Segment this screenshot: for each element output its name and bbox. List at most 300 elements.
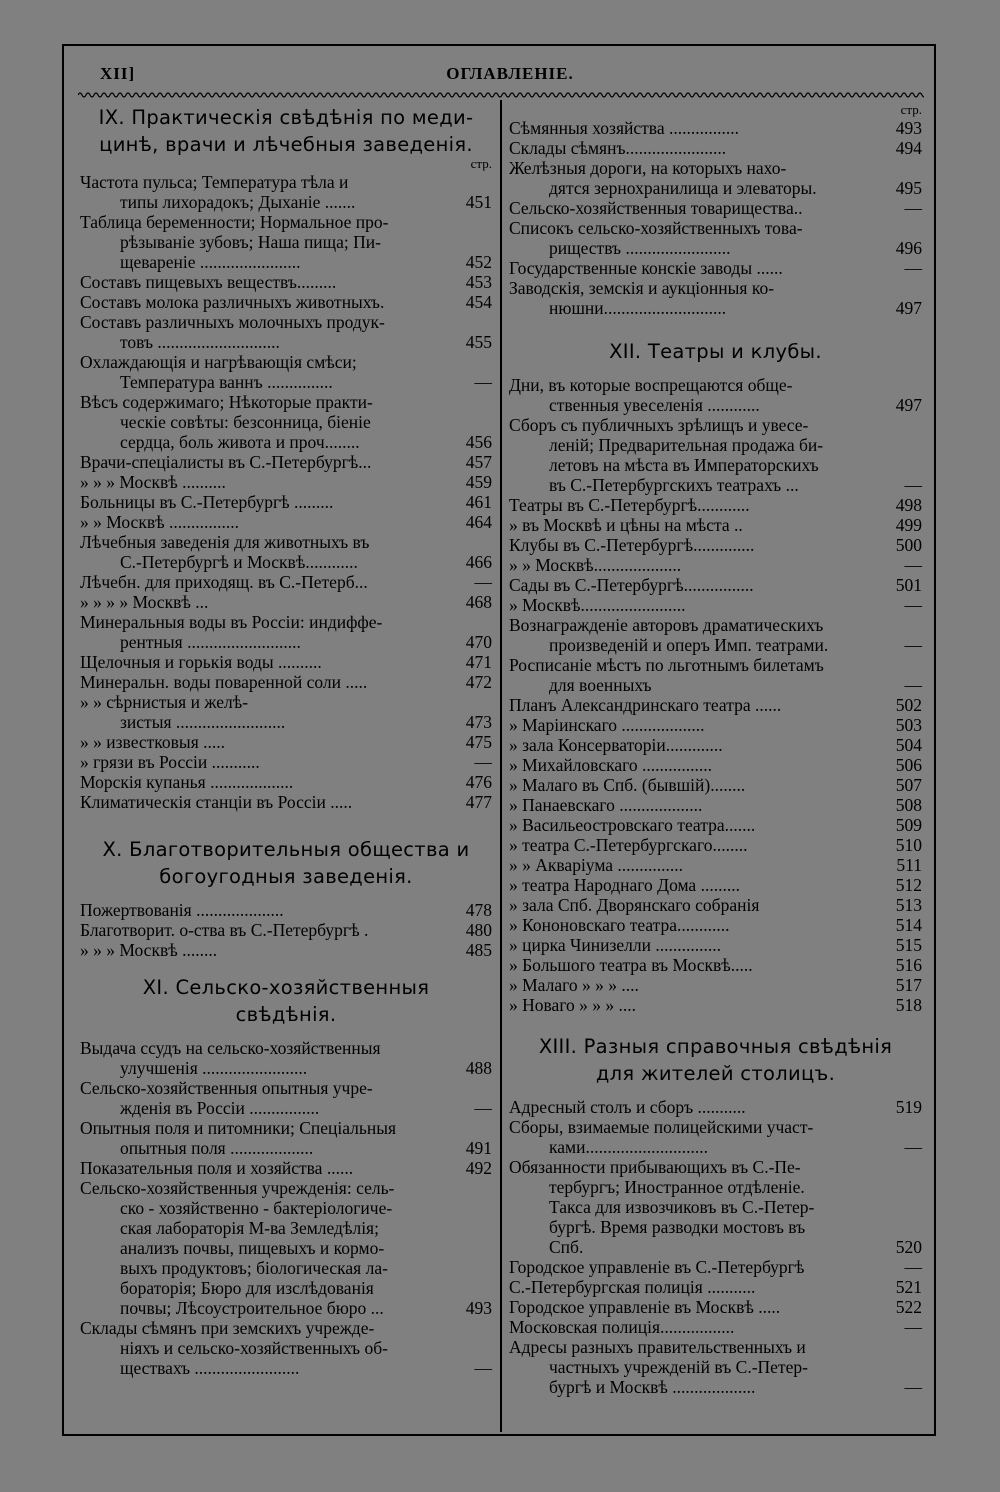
entry-text — [80, 272, 446, 292]
entry-text — [509, 855, 876, 875]
entry-text — [509, 138, 876, 158]
entry-line: нюшни............................ — [549, 298, 727, 318]
entry-text — [80, 572, 446, 592]
entry-page-number: 502 — [895, 695, 922, 715]
entry-page-number: 510 — [895, 835, 922, 855]
toc-entry — [80, 1078, 492, 1118]
entry-line: Показательныя поля и хозяйства ...... — [80, 1158, 354, 1178]
entry-text — [80, 672, 446, 692]
entry-text — [80, 532, 446, 572]
toc-section — [80, 104, 492, 812]
entry-line: бургѣ и Москвѣ ................... — [549, 1377, 756, 1397]
page-number: XII] — [100, 64, 136, 83]
entry-text — [509, 755, 876, 775]
entry-page-number: — — [904, 198, 922, 218]
entry-line: Спб. — [549, 1237, 584, 1257]
page-column-label: стр. — [900, 102, 922, 117]
entry-page-number: 452 — [465, 252, 492, 272]
entry-text — [80, 732, 446, 752]
entry-page-number: 495 — [895, 178, 922, 198]
entry-line: Московская полиція................. — [509, 1317, 735, 1337]
toc-entry — [509, 595, 922, 615]
entry-text — [509, 715, 876, 735]
section-title — [80, 104, 492, 158]
entry-text — [80, 920, 446, 940]
entry-page-number: 506 — [895, 755, 922, 775]
toc-entry — [80, 1178, 492, 1318]
entry-line: товъ ............................ — [120, 332, 280, 352]
entry-text — [509, 375, 876, 415]
entry-line: » » сѣрнистыя и желѣ- — [80, 692, 249, 712]
entry-text — [509, 415, 876, 495]
entry-page-number: 504 — [895, 735, 922, 755]
entry-line: выхъ продуктовъ; біологическая ла- — [120, 1258, 388, 1278]
entry-page-number: — — [904, 258, 922, 278]
entry-line: » въ Москвѣ и цѣны на мѣста .. — [509, 515, 743, 535]
entry-text — [80, 312, 446, 352]
entry-page-number: — — [904, 1377, 922, 1397]
section-title-line: богоугодныя заведенія. — [159, 865, 413, 888]
toc-entry — [509, 775, 922, 795]
entry-page-number: 494 — [895, 138, 922, 158]
entry-line: рентныя .......................... — [120, 632, 301, 652]
toc-entry — [80, 512, 492, 532]
toc-entry — [80, 472, 492, 492]
page-column-label: стр. — [470, 156, 492, 171]
toc-entry — [509, 278, 922, 318]
toc-entry — [80, 692, 492, 732]
entry-line: Такса для извозчиковъ въ С.-Петер- — [549, 1197, 815, 1217]
entry-line: Температура ваннъ ............... — [120, 372, 333, 392]
toc-entry — [509, 575, 922, 595]
entry-page-number: 519 — [895, 1097, 922, 1117]
entry-page-number: 497 — [895, 395, 922, 415]
toc-entry — [80, 1118, 492, 1158]
toc-entry — [80, 900, 492, 920]
entry-page-number: 500 — [895, 535, 922, 555]
entry-line: Городское управленіе въ Москвѣ ..... — [509, 1297, 781, 1317]
entry-line: » » » Москвѣ ........ — [80, 940, 218, 960]
entry-line: тербургъ; Иностранное отдѣленіе. — [549, 1177, 805, 1197]
entry-line: » театра Народнаго Дома ......... — [509, 875, 740, 895]
toc-entry — [80, 612, 492, 652]
entry-line: риществъ ........................ — [549, 238, 731, 258]
entry-page-number: 466 — [465, 552, 492, 572]
entry-page-number: 516 — [895, 955, 922, 975]
entry-text — [509, 515, 876, 535]
entry-text — [509, 835, 876, 855]
toc-entry — [509, 1337, 922, 1397]
entry-line: щевареніе ....................... — [120, 252, 301, 272]
entry-line: С.-Петербургѣ и Москвѣ............ — [120, 552, 358, 572]
entry-text — [80, 900, 446, 920]
toc-entry — [509, 855, 922, 875]
toc-entry — [509, 158, 922, 198]
page-title: ОГЛАВЛЕНІЕ. — [446, 64, 574, 83]
entry-text — [509, 935, 876, 955]
entry-line: Сѣмянныя хозяйства ................ — [509, 118, 739, 138]
entry-page-number: — — [904, 635, 922, 655]
toc-entry — [509, 815, 922, 835]
entry-line: Заводскія, земскія и аукціонныя ко- — [509, 278, 775, 298]
entry-text — [80, 752, 446, 772]
entry-page-number: 493 — [465, 1298, 492, 1318]
entry-page-number: 475 — [465, 732, 492, 752]
entry-line: Городское управленіе въ С.-Петербургѣ — [509, 1257, 805, 1277]
entry-page-number: — — [474, 372, 492, 392]
entry-line: » Васильеостровскаго театра....... — [509, 815, 756, 835]
toc-entry — [509, 555, 922, 575]
entry-line: Составъ различныхъ молочныхъ продук- — [80, 312, 385, 332]
entry-line: Составъ пищевыхъ веществъ......... — [80, 272, 337, 292]
entry-line: Адресы разныхъ правительственныхъ и — [509, 1337, 806, 1357]
toc-entry — [509, 515, 922, 535]
toc-entry — [80, 652, 492, 672]
entry-line: сердца, боль живота и проч........ — [120, 432, 360, 452]
entry-text — [80, 392, 446, 452]
entry-text — [80, 772, 446, 792]
entry-line: ственныя увеселенія ............ — [549, 395, 760, 415]
entry-page-number: 515 — [895, 935, 922, 955]
section-title-line: XIII. Разныя справочныя свѣдѣнія — [538, 1035, 893, 1058]
entry-page-number: 520 — [895, 1237, 922, 1257]
entry-line: » » Москвѣ ................ — [80, 512, 239, 532]
entry-text — [80, 452, 446, 472]
entry-text — [509, 895, 876, 915]
left-column — [80, 104, 492, 1378]
entry-page-number: 493 — [895, 118, 922, 138]
entry-line: Дни, въ которые воспрещаются обще- — [509, 375, 793, 395]
entry-line: Частота пульса; Температура тѣла и — [80, 172, 349, 192]
entry-page-number: 456 — [465, 432, 492, 452]
toc-entry — [509, 715, 922, 735]
entry-line: » » » Москвѣ .......... — [80, 472, 226, 492]
entry-text — [509, 1317, 876, 1337]
toc-entry — [509, 138, 922, 158]
section-title — [509, 338, 922, 365]
entry-text — [509, 695, 876, 715]
entry-line: Климатическія станціи въ Россіи ..... — [80, 792, 353, 812]
entry-line: » » Акваріума ............... — [509, 855, 684, 875]
entry-text — [80, 652, 446, 672]
entry-text — [509, 735, 876, 755]
entry-page-number: 501 — [895, 575, 922, 595]
entry-text — [80, 352, 446, 392]
entry-line: зистыя ......................... — [120, 712, 286, 732]
toc-entry — [80, 592, 492, 612]
entry-line: Вѣсъ содержимаго; Нѣкоторые практи- — [80, 392, 373, 412]
toc-entry — [509, 1257, 922, 1277]
toc-entry — [509, 915, 922, 935]
entry-text — [80, 212, 446, 272]
entry-line: опытныя поля ................... — [120, 1138, 314, 1158]
entry-text — [509, 495, 876, 515]
entry-line: Планъ Александринскаго театра ...... — [509, 695, 782, 715]
entry-page-number: 498 — [895, 495, 922, 515]
entry-line: леній; Предварительная продажа би- — [549, 435, 824, 455]
entry-page-number: 492 — [465, 1158, 492, 1178]
entry-line: Сады въ С.-Петербургѣ................ — [509, 575, 754, 595]
entry-text — [509, 258, 876, 278]
toc-entry — [80, 172, 492, 212]
entry-page-number: — — [904, 475, 922, 495]
section-title-line: X. Благотворительныя общества и — [102, 838, 470, 861]
entry-page-number: 509 — [895, 815, 922, 835]
entry-text — [509, 278, 876, 318]
entry-line: Морскія купанья ................... — [80, 772, 294, 792]
entry-line: » Маріинскаго ................... — [509, 715, 705, 735]
entry-page-number: 471 — [465, 652, 492, 672]
entry-line: ская лабораторія М-ва Земледѣлія; — [120, 1218, 379, 1238]
toc-entry — [80, 532, 492, 572]
toc-entry — [509, 1297, 922, 1317]
entry-line: Сборы, взимаемые полицейскими участ- — [509, 1117, 814, 1137]
entry-text — [509, 118, 876, 138]
toc-section — [80, 836, 492, 960]
entry-line: ско - хозяйственно - бактеріологиче- — [120, 1198, 393, 1218]
entry-line: » Новаго » » » .... — [509, 995, 637, 1015]
toc-entry — [509, 975, 922, 995]
entry-text — [509, 955, 876, 975]
entry-line: Государственные конскіе заводы ...... — [509, 258, 783, 278]
entry-text — [509, 995, 876, 1015]
section-title — [80, 836, 492, 890]
entry-text — [80, 612, 446, 652]
entry-text — [80, 512, 446, 532]
toc-entry — [509, 535, 922, 555]
section-title-line: XI. Сельско-хозяйственныя — [142, 976, 430, 999]
toc-entry — [80, 792, 492, 812]
entry-line: Щелочныя и горькія воды .......... — [80, 652, 322, 672]
entry-page-number: 497 — [895, 298, 922, 318]
toc-entry — [80, 772, 492, 792]
section-title — [509, 1033, 922, 1087]
entry-line: Росписаніе мѣстъ по льготнымъ билетамъ — [509, 655, 824, 675]
entry-line: Сельско-хозяйственныя товарищества.. — [509, 198, 803, 218]
entry-text — [80, 1178, 446, 1318]
toc-section — [509, 338, 922, 1015]
entry-page-number: — — [904, 675, 922, 695]
toc-entry — [509, 875, 922, 895]
toc-entry — [80, 492, 492, 512]
toc-entry — [80, 572, 492, 592]
entry-line: анализъ почвы, пищевыхъ и кормо- — [120, 1238, 385, 1258]
toc-entry — [509, 695, 922, 715]
entry-line: въ С.-Петербургскихъ театрахъ ... — [549, 475, 799, 495]
entry-page-number: 512 — [895, 875, 922, 895]
entry-page-number: 468 — [465, 592, 492, 612]
entry-line: » Панаевскаго ................... — [509, 795, 703, 815]
entry-page-number: — — [474, 752, 492, 772]
entry-line: Желѣзныя дороги, на которыхъ нахо- — [509, 158, 787, 178]
entry-page-number: 491 — [465, 1138, 492, 1158]
entry-line: произведеній и оперъ Имп. театрами. — [549, 635, 829, 655]
entry-page-number: — — [474, 1358, 492, 1378]
entry-line: Склады сѣмянъ при земскихъ учрежде- — [80, 1318, 375, 1338]
toc-entry — [509, 935, 922, 955]
toc-entry — [80, 732, 492, 752]
entry-text — [509, 775, 876, 795]
entry-line: » зала Спб. Дворянскаго собранія — [509, 895, 760, 915]
entry-page-number: 507 — [895, 775, 922, 795]
entry-line: рѣзываніе зубовъ; Наша пища; Пи- — [120, 232, 381, 252]
entry-page-number: 480 — [465, 920, 492, 940]
entry-text — [509, 875, 876, 895]
entry-page-number: 503 — [895, 715, 922, 735]
entry-line: » Большого театра въ Москвѣ..... — [509, 955, 753, 975]
toc-entry — [509, 198, 922, 218]
entry-line: Благотворит. о-ства въ С.-Петербургѣ . — [80, 920, 369, 940]
toc-entry — [80, 1038, 492, 1078]
entry-page-number: 499 — [895, 515, 922, 535]
entry-text — [509, 575, 876, 595]
entry-page-number: 464 — [465, 512, 492, 532]
entry-text — [80, 472, 446, 492]
entry-line: улучшенія ........................ — [120, 1058, 308, 1078]
entry-line: Сельско-хозяйственныя опытныя учре- — [80, 1078, 373, 1098]
entry-line: Охлаждающія и нагрѣвающія смѣси; — [80, 352, 357, 372]
section-title-line: цинѣ, врачи и лѣчебныя заведенія. — [99, 133, 473, 156]
entry-page-number: 478 — [465, 900, 492, 920]
entry-page-number: 453 — [465, 272, 492, 292]
section-title-line: XII. Театры и клубы. — [609, 340, 822, 363]
toc-entry — [509, 375, 922, 415]
entry-text — [80, 792, 446, 812]
entry-line: » Малаго въ Спб. (бывшій)........ — [509, 775, 746, 795]
entry-text — [80, 692, 446, 732]
entry-page-number: — — [474, 572, 492, 592]
entry-page-number: — — [904, 1257, 922, 1277]
toc-entry — [509, 495, 922, 515]
toc-entry — [509, 1117, 922, 1157]
entry-line: Таблица беременности; Нормальное про- — [80, 212, 389, 232]
toc-entry — [509, 1157, 922, 1257]
toc-entry — [80, 752, 492, 772]
toc-entry — [80, 940, 492, 960]
section-title-line: IX. Практическія свѣдѣнія по меди- — [98, 106, 474, 129]
entry-page-number: 459 — [465, 472, 492, 492]
entry-page-number: — — [904, 1317, 922, 1337]
entry-text — [509, 555, 876, 575]
entry-line: ками............................ — [549, 1137, 708, 1157]
entry-line: » театра С.-Петербургскаго........ — [509, 835, 748, 855]
entry-line: Склады сѣмянъ....................... — [509, 138, 727, 158]
entry-page-number: 473 — [465, 712, 492, 732]
entry-line: » » известковыя ..... — [80, 732, 225, 752]
toc-entry — [80, 272, 492, 292]
entry-text — [509, 158, 876, 198]
entry-page-number: 455 — [465, 332, 492, 352]
entry-text — [80, 292, 446, 312]
entry-text — [80, 1318, 446, 1378]
toc-entry — [80, 672, 492, 692]
entry-page-number: — — [474, 1098, 492, 1118]
entry-line: ніяхъ и сельско-хозяйственныхъ об- — [120, 1338, 388, 1358]
entry-text — [509, 615, 876, 655]
right-column — [509, 104, 922, 1397]
toc-entry — [80, 352, 492, 392]
entry-line: Театры въ С.-Петербургѣ............ — [509, 495, 750, 515]
entry-line: » Москвѣ........................ — [509, 595, 686, 615]
entry-line: С.-Петербургская полиція ........... — [509, 1277, 756, 1297]
entry-line: Вознагражденіе авторовъ драматическихъ — [509, 615, 824, 635]
entry-line: Адресный столъ и сборъ ........... — [509, 1097, 746, 1117]
entry-line: частныхъ учрежденій въ С.-Петер- — [549, 1357, 808, 1377]
toc-entry — [509, 655, 922, 695]
entry-line: Сельско-хозяйственныя учрежденія: сель- — [80, 1178, 395, 1198]
entry-page-number: 513 — [895, 895, 922, 915]
entry-text — [509, 218, 876, 258]
entry-line: ческіе совѣты: безсонница, біеніе — [120, 412, 371, 432]
entry-text — [509, 815, 876, 835]
entry-text — [509, 795, 876, 815]
entry-text — [509, 535, 876, 555]
entry-line: ществахъ ........................ — [120, 1358, 300, 1378]
toc-entry — [80, 392, 492, 452]
entry-line: Лѣчебн. для приходящ. въ С.-Петерб... — [80, 572, 368, 592]
entry-text — [509, 1297, 876, 1317]
running-header — [100, 62, 920, 86]
entry-text — [509, 198, 876, 218]
toc-entry — [509, 1317, 922, 1337]
entry-line: Клубы въ С.-Петербургѣ.............. — [509, 535, 755, 555]
toc-entry — [80, 920, 492, 940]
entry-page-number: 496 — [895, 238, 922, 258]
entry-page-number: — — [904, 595, 922, 615]
entry-line: Составъ молока различныхъ животныхъ. — [80, 292, 385, 312]
entry-line: » » » » Москвѣ ... — [80, 592, 209, 612]
entry-page-number: 522 — [895, 1297, 922, 1317]
entry-text — [80, 1038, 446, 1078]
entry-page-number: 457 — [465, 452, 492, 472]
entry-line: Выдача ссудъ на сельско-хозяйственныя — [80, 1038, 381, 1058]
toc-entry — [509, 415, 922, 495]
section-title-line: для жителей столицъ. — [595, 1062, 836, 1085]
toc-entry — [80, 452, 492, 472]
entry-page-number: 518 — [895, 995, 922, 1015]
entry-page-number: — — [904, 555, 922, 575]
entry-text — [80, 172, 446, 212]
column-divider — [500, 100, 502, 1432]
toc-entry — [509, 735, 922, 755]
entry-text — [509, 1337, 876, 1397]
entry-text — [80, 592, 446, 612]
entry-text — [509, 1277, 876, 1297]
toc-entry — [80, 312, 492, 352]
entry-page-number: 514 — [895, 915, 922, 935]
toc-section — [509, 1033, 922, 1397]
entry-text — [509, 655, 876, 695]
toc-entry — [80, 212, 492, 272]
wavy-rule — [78, 90, 924, 100]
toc-entry — [509, 995, 922, 1015]
toc-entry — [509, 835, 922, 855]
entry-line: Врачи-спеціалисты въ С.-Петербургѣ... — [80, 452, 372, 472]
entry-line: Обязанности прибывающихъ въ С.-Пе- — [509, 1157, 801, 1177]
entry-page-number: 472 — [465, 672, 492, 692]
toc-entry — [509, 615, 922, 655]
entry-text — [80, 940, 446, 960]
entry-line: » » Москвѣ.................... — [509, 555, 682, 575]
entry-text — [80, 1078, 446, 1118]
toc-section — [509, 104, 922, 318]
entry-line: типы лихорадокъ; Дыханіе ....... — [120, 192, 356, 212]
entry-line: жденія въ Россіи ................ — [120, 1098, 320, 1118]
entry-text — [509, 1097, 876, 1117]
toc-entry — [80, 1318, 492, 1378]
entry-page-number: — — [904, 1137, 922, 1157]
entry-line: почвы; Лѣсоустроительное бюро ... — [120, 1298, 384, 1318]
